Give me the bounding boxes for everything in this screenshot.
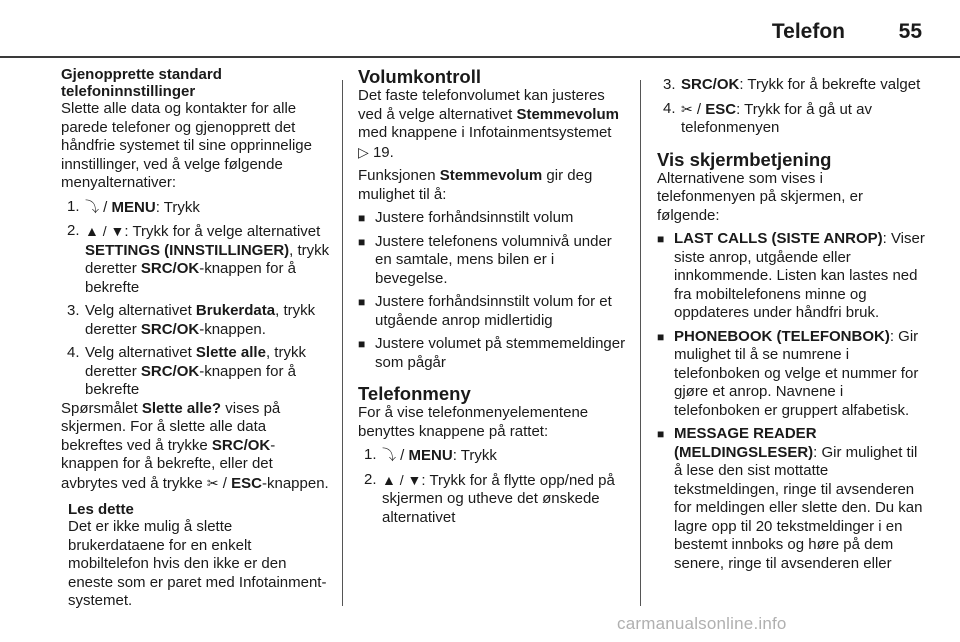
column-3 (657, 66, 925, 573)
column-2 (358, 66, 626, 527)
list-item: 1. ⤵ / MENU: Trykk (67, 197, 200, 216)
page-ref-icon: ▷ (358, 143, 369, 160)
list-item: ■ PHONEBOOK (TELEFONBOK): Gir mulighet til å se numrene i telefonboken og velge et nummer for gjøre et anrop. Navnene i telefonboken er gruppert alfabetisk. (657, 327, 919, 419)
paragraph: Funksjonen Stemmevolum gir deg mulighet til å: (358, 167, 593, 203)
note-title: Les dette (68, 501, 134, 518)
watermark: carmanualsonline.info (617, 614, 787, 633)
list-item: 1. ⤵ / MENU: Trykk (364, 446, 497, 464)
column-divider (640, 80, 641, 606)
bullet-icon: ■ (358, 337, 366, 351)
column-1 (61, 66, 331, 611)
page-title: Telefon (771, 20, 845, 43)
paragraph: For å vise telefonmenyelementene benyttes knappene på rattet: (358, 404, 589, 440)
bullet-icon: ■ (657, 232, 665, 246)
section-heading: Gjenopprette standard telefoninnstillinger (61, 66, 222, 100)
list-item: 2. ▲ / ▼: Trykk for å flytte opp/ned på skjermen og utheve det ønskede alternativet (364, 470, 615, 526)
list-item: 2. ▲ / ▼: Trykk for å velge alternativet SETTINGS (INNSTILLINGER), trykk deretter SRC/OK-knappen for å bekrefte (67, 222, 330, 296)
list-item: ■ Justere forhåndsinnstilt volum for et utgående anrop midlertidig (358, 293, 612, 329)
bullet-icon: ■ (358, 234, 366, 249)
page-number: 55 (898, 20, 922, 43)
note-box (61, 501, 331, 611)
list-item: ■ LAST CALLS (SISTE ANROP): Viser siste anrop, utgående eller innkommende. Listen kan lastes ned fra mobiltelefonens minne og oppdateres under håndfri bruk. (657, 230, 925, 321)
list-item: 3. Velg alternativet Brukerdata, trykk deretter SRC/OK-knappen. (67, 302, 316, 338)
list-item: ■ Justere telefonens volumnivå under en samtale, mens bilen er i bevegelse. (358, 232, 612, 287)
list-item: ■ MESSAGE READER (MELDINGSLESER): Gir mulighet til å lese den sist mottatte tekstmeldingen, ringe til avsenderen for meldingen eller slette den. Du kan lagre opp til 20 tekstmeldinger i en bestemt innboks og høre på dem senere, ringe til avsenderen eller (657, 425, 923, 572)
bullet-icon: ■ (358, 211, 366, 225)
page-header (0, 16, 960, 46)
list-item: 4. Velg alternativet Slette alle, trykk deretter SRC/OK-knappen for å bekrefte (67, 344, 306, 398)
up-down-arrow-icon: ▲ / ▼ (85, 223, 125, 239)
list-item: 4. ✂ / ESC: Trykk for å gå ut av telefonmenyen (663, 99, 872, 136)
cancel-icon: ✂ (681, 100, 693, 117)
bullet-icon: ■ (657, 329, 665, 344)
paragraph: Det faste telefonvolumet kan justeres ved å velge alternativet Stemmevolum med knappene i Infotainmentsystemet ▷ 19. (358, 87, 619, 161)
bullet-icon: ■ (358, 295, 366, 309)
up-down-arrow-icon: ▲ / ▼ (382, 471, 422, 488)
list-item: 3. SRC/OK: Trykk for å bekrefte valget (663, 76, 921, 93)
confirm-paragraph: Spørsmålet Slette alle? vises på skjermen. For å slette alle data bekreftes ved å trykke SRC/OK-knappen for å bekrefte, eller det avbrytes ved å trykke ✂ / ESC-knappen. (61, 399, 329, 492)
header-rule (0, 56, 960, 58)
phone-menu-icon: ⤵ (85, 198, 99, 215)
phone-menu-icon: ⤵ (382, 447, 396, 463)
intro-paragraph: Slette alle data og kontakter for alle parede telefoner og gjenopprett det håndfrie systemet til sine opprinnelige innstillinger, ved å velge følgende menyalternativer: (61, 100, 312, 191)
note-text: Det er ikke mulig å slette brukerdataene for en enkelt mobiltelefon hvis den ikke er den eneste som er paret med Infotainment-systemet. (68, 518, 327, 609)
bullet-icon: ■ (657, 427, 665, 441)
list-item: ■ Justere forhåndsinnstilt volum (358, 209, 574, 226)
cancel-icon: ✂ (206, 474, 219, 491)
section-heading: Vis skjermbetjening (657, 148, 832, 170)
list-item: ■ Justere volumet på stemmemeldinger som pågår (358, 335, 626, 371)
column-divider (342, 80, 343, 606)
section-heading: Telefonmeny (358, 383, 471, 404)
paragraph: Alternativene som vises i telefonmenyen på skjermen, er følgende: (657, 169, 863, 224)
section-heading: Volumkontroll (358, 66, 481, 87)
